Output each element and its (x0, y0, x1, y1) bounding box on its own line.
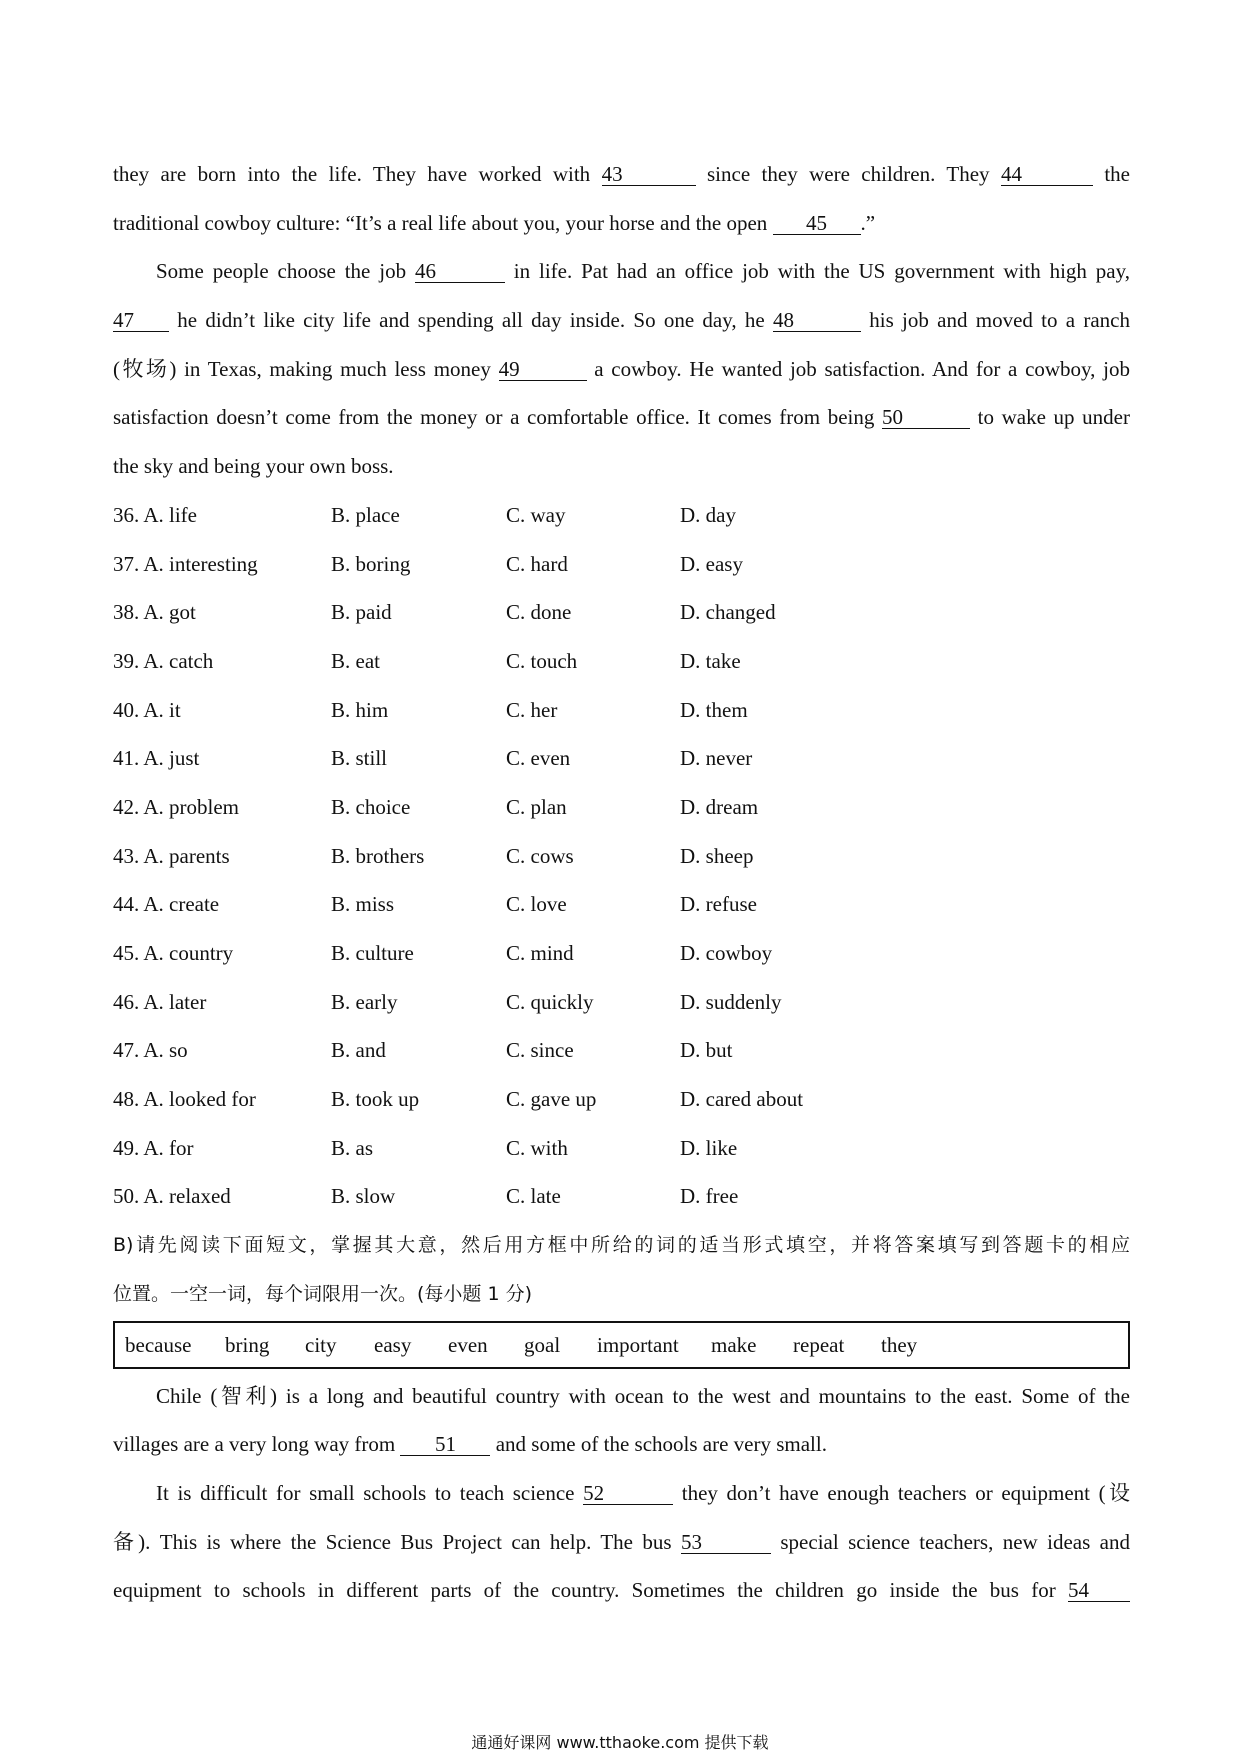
option-b: B. still (331, 746, 388, 771)
word-box-item: repeat (793, 1332, 845, 1357)
option-b: B. early (331, 989, 398, 1014)
option-d: D. cowboy (680, 941, 773, 965)
option-d: D. changed (680, 600, 776, 625)
passage-a-line-6: satisfaction doesn’t come from the money or a comfortable office. It comes from being 50 to wake up under (113, 405, 1130, 430)
option-a: 44. A. create (113, 892, 220, 917)
option-c: C. plan (506, 794, 567, 819)
question-row (113, 1026, 1130, 1075)
option-a: 49. A. for (113, 1135, 194, 1160)
option-d: D. cared about (680, 1087, 804, 1112)
option-b: B. choice (331, 794, 411, 819)
option-d: D. sheep (680, 843, 754, 868)
option-c: C. even (506, 746, 571, 771)
word-box (113, 1321, 1130, 1369)
question-row (113, 686, 1130, 735)
option-a: 43. A. parents (113, 843, 230, 868)
question-row (113, 978, 1130, 1027)
passage-a-line-4: 47 he didn’t like city life and spending all day inside. So one day, he 48 his job and moved to a ranch (113, 308, 1131, 333)
option-a: 46. A. later (113, 989, 207, 1014)
option-d: D. but (680, 1038, 733, 1063)
word-box-item: important (597, 1332, 679, 1357)
passage-a-line-2: traditional cowboy culture: “It’s a real life about you, your horse and the open 45 .” (113, 210, 876, 235)
option-c: C. done (506, 600, 572, 625)
option-c: C. touch (506, 648, 578, 673)
blank-43: 43 (602, 163, 696, 186)
option-b: B. took up (331, 1087, 420, 1112)
question-row (113, 637, 1130, 686)
passage-b-line-5: equipment to schools in different parts of the country. Sometimes the children go inside the bus for 54 (113, 1566, 1130, 1615)
option-d: D. easy (680, 551, 743, 576)
passage-b-line-4: 备). This is where the Science Bus Project can help. The bus 53 special science teachers, new ideas and (113, 1529, 1130, 1554)
option-a: 39. A. catch (113, 648, 214, 673)
option-c: C. mind (506, 941, 574, 965)
passage-b-line-3: It is difficult for small schools to teach science 52 they don’t have enough teachers or equipment (设 (156, 1480, 1130, 1505)
question-row (113, 783, 1130, 832)
footer-source: 通通好课网 www.tthaoke.com 提供下载 (471, 1733, 769, 1752)
passage-b-line-1: Chile (智利) is a long and beautiful country with ocean to the west and mountains to the east. Some of the (156, 1383, 1130, 1408)
option-b: B. as (331, 1135, 373, 1160)
passage-b-line-2: villages are a very long way from 51 and some of the schools are very small. (113, 1432, 827, 1457)
option-a: 45. A. country (113, 941, 234, 965)
option-a: 41. A. just (113, 746, 200, 771)
section-b-instruction-2: 位置。一空一词，每个词限用一次。(每小题 1 分) (113, 1282, 532, 1305)
option-b: B. eat (331, 648, 380, 673)
option-d: D. refuse (680, 892, 757, 917)
option-d: D. take (680, 648, 741, 673)
question-row (113, 1172, 1130, 1221)
question-row (113, 734, 1130, 783)
option-c: C. since (506, 1038, 574, 1063)
option-b: B. boring (331, 551, 411, 576)
passage-a-line-1: they are born into the life. They have worked with 43 since they were children. They 44 the (113, 162, 1130, 186)
option-c: C. gave up (506, 1087, 597, 1112)
passage-a-line-7: the sky and being your own boss. (113, 454, 394, 479)
option-a: 37. A. interesting (113, 551, 258, 576)
word-box-item: they (881, 1332, 918, 1357)
blank-52: 52 (583, 1482, 673, 1505)
blank-49: 49 (499, 358, 587, 381)
question-row (113, 880, 1130, 929)
word-box-item: even (448, 1332, 488, 1357)
options-list (113, 491, 1130, 1221)
question-row (113, 540, 1130, 589)
option-c: C. quickly (506, 989, 594, 1014)
option-d: D. suddenly (680, 989, 782, 1014)
question-row (113, 588, 1130, 637)
option-a: 47. A. so (113, 1038, 188, 1063)
word-box-item: bring (225, 1332, 270, 1357)
option-a: 42. A. problem (113, 794, 239, 819)
option-b: B. brothers (331, 843, 425, 868)
blank-53: 53 (681, 1531, 771, 1554)
passage-a-line-5: (牧场) in Texas, making much less money 49 a cowboy. He wanted job satisfaction. And for a cowboy, job (113, 356, 1130, 381)
word-box-item: goal (524, 1332, 561, 1357)
option-c: C. late (506, 1184, 561, 1209)
option-b: B. place (331, 502, 400, 527)
word-box-item: city (305, 1332, 337, 1357)
question-row (113, 929, 1130, 978)
question-row (113, 1124, 1130, 1173)
blank-45: 45 (773, 212, 861, 235)
option-a: 38. A. got (113, 600, 196, 625)
option-d: D. never (680, 746, 753, 771)
option-b: B. culture (331, 941, 414, 965)
option-b: B. miss (331, 892, 395, 917)
question-row (113, 491, 1130, 540)
word-box-item: make (711, 1332, 757, 1357)
question-row (113, 832, 1130, 881)
option-b: B. paid (331, 600, 392, 625)
option-d: D. dream (680, 794, 759, 819)
option-c: C. way (506, 502, 566, 527)
option-d: D. like (680, 1135, 738, 1160)
blank-54: 54 (1068, 1579, 1130, 1602)
blank-48: 48 (773, 309, 861, 332)
word-box-item: because (125, 1332, 192, 1357)
option-c: C. hard (506, 551, 568, 576)
option-d: D. free (680, 1184, 739, 1209)
word-box-item: easy (374, 1332, 412, 1357)
passage-a-line-3: Some people choose the job 46 in life. Pat had an office job with the US government with high pay, (156, 259, 1130, 284)
blank-51: 51 (400, 1433, 490, 1456)
option-d: D. day (680, 502, 736, 527)
option-d: D. them (680, 697, 748, 722)
option-c: C. cows (506, 843, 574, 868)
section-b-instruction-1: B)请先阅读下面短文，掌握其大意，然后用方框中所给的词的适当形式填空，并将答案填写到答题卡的相应 (113, 1234, 1130, 1257)
question-row (113, 1075, 1130, 1124)
document-page (113, 150, 1130, 1615)
option-b: B. and (331, 1038, 386, 1063)
option-c: C. her (506, 697, 558, 722)
blank-47: 47 (113, 309, 169, 332)
option-a: 50. A. relaxed (113, 1184, 231, 1209)
blank-50: 50 (882, 406, 970, 429)
option-c: C. with (506, 1135, 568, 1160)
option-a: 48. A. looked for (113, 1087, 256, 1112)
option-c: C. love (506, 892, 567, 917)
option-b: B. him (331, 697, 389, 722)
blank-46: 46 (415, 260, 505, 283)
blank-44: 44 (1001, 163, 1093, 186)
option-a: 36. A. life (113, 502, 197, 527)
option-b: B. slow (331, 1184, 396, 1209)
option-a: 40. A. it (113, 697, 181, 722)
